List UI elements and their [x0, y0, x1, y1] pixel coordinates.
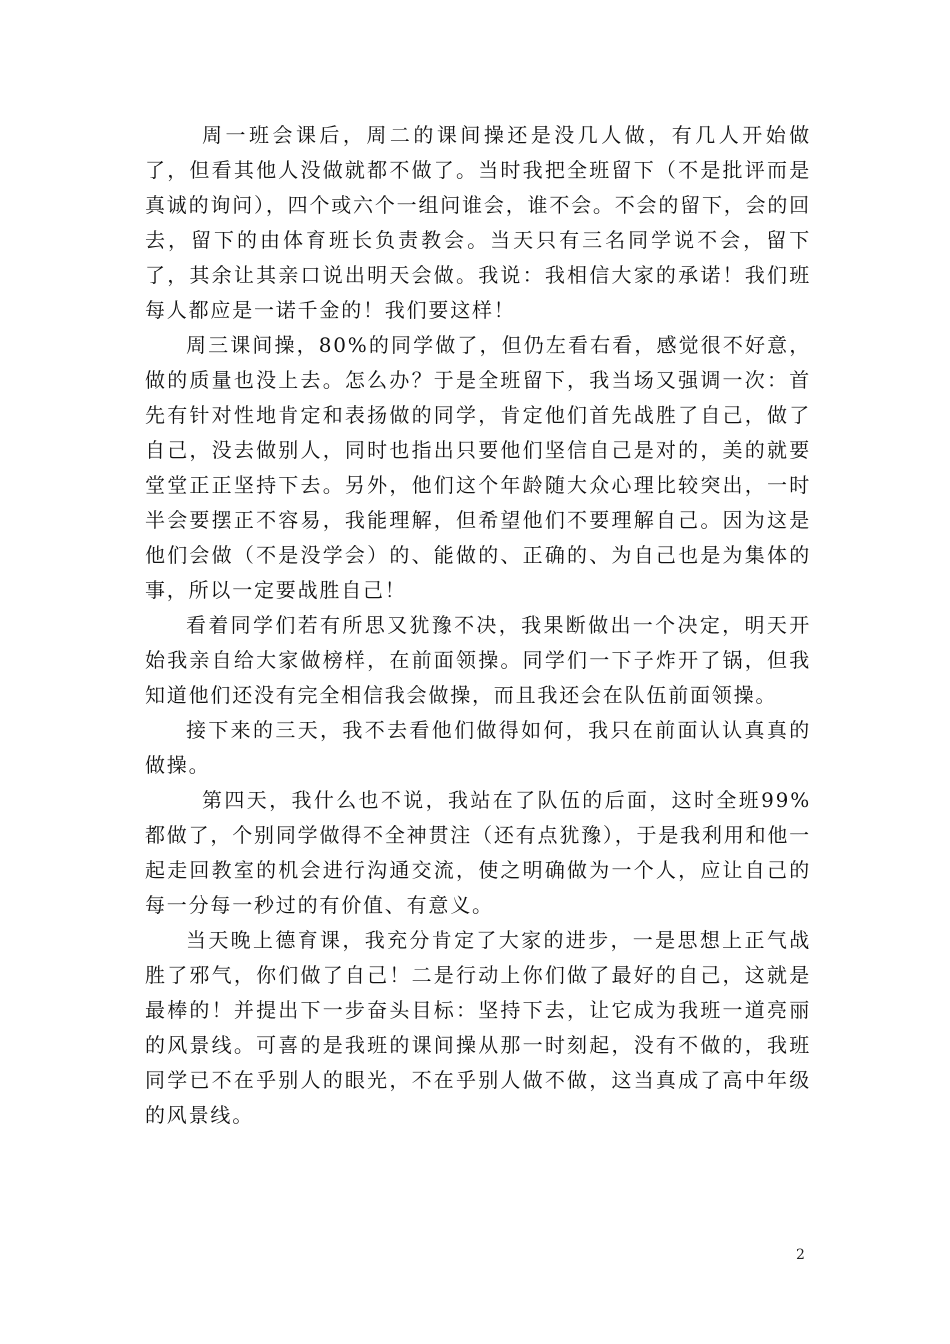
paragraph: 接下来的三天，我不去看他们做得如何，我只在前面认认真真的做操。 [145, 718, 811, 777]
body-text [145, 118, 811, 1133]
page-number: 2 [796, 1247, 805, 1263]
paragraph: 当天晚上德育课，我充分肯定了大家的进步，一是思想上正气战胜了邪气，你们做了自己！二是行动上你们做了最好的自己，这就是最棒的！并提出下一步奋头目标：坚持下去，让它成为我班一道亮丽的风景线。可喜的是我班的课间操从那一时刻起，没有不做的，我班同学已不在乎别人的眼光，不在乎别人做不做，这当真成了高中年级的风景线。 [145, 928, 811, 1127]
paragraph: 看着同学们若有所思又犹豫不决，我果断做出一个决定，明天开始我亲自给大家做榜样，在前面领操。同学们一下子炸开了锅，但我知道他们还没有完全相信我会做操，而且我还会在队伍前面领操。 [145, 613, 811, 707]
paragraph: 周一班会课后，周二的课间操还是没几人做，有几人开始做了，但看其他人没做就都不做了。当时我把全班留下（不是批评而是真诚的询问），四个或六个一组问谁会，谁不会。不会的留下，会的回去，留下的由体育班长负责教会。当天只有三名同学说不会，留下了，其余让其亲口说出明天会做。我说：我相信大家的承诺！我们班每人都应是一诺千金的！我们要这样！ [145, 123, 811, 322]
paragraph: 第四天，我什么也不说，我站在了队伍的后面，这时全班99%都做了，个别同学做得不全神贯注（还有点犹豫），于是我利用和他一起走回教室的机会进行沟通交流，使之明确做为一个人，应让自己的每一分每一秒过的有价值、有意义。 [145, 788, 811, 917]
paragraph: 周三课间操，80%的同学做了，但仍左看右看，感觉很不好意，做的质量也没上去。怎么办？于是全班留下，我当场又强调一次：首先有针对性地肯定和表扬做的同学，肯定他们首先战胜了自己，做了自己，没去做别人，同时也指出只要他们坚信自己是对的，美的就要堂堂正正坚持下去。另外，他们这个年龄随大众心理比较突出，一时半会要摆正不容易，我能理解，但希望他们不要理解自己。因为这是他们会做（不是没学会）的、能做的、正确的、为自己也是为集体的事，所以一定要战胜自己！ [145, 333, 811, 602]
